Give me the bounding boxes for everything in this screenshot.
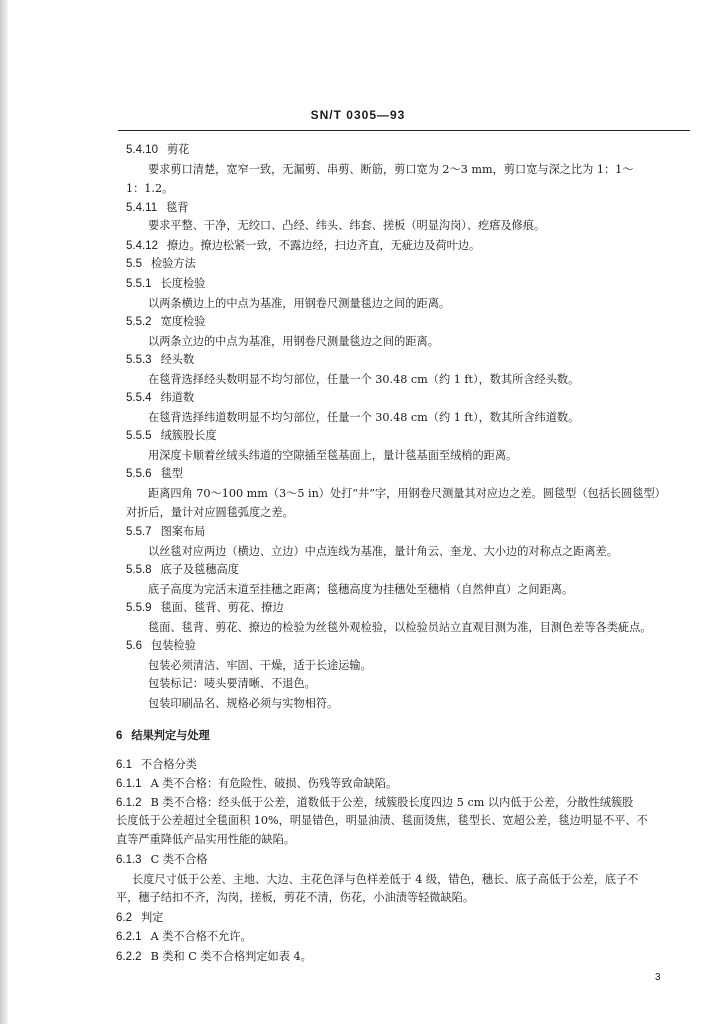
clause-number: 6.1.3 xyxy=(116,854,142,866)
clause-number: 5.5.6 xyxy=(126,468,152,480)
line-text: 要求平整、干净，无绞口、凸经、纬头、纬套、搓板（明显沟岗）、疙瘩及修痕。 xyxy=(148,219,546,232)
clause-title: 包装检验 xyxy=(151,639,196,652)
line-text: 包装标记：唛头要清晰、不退色。 xyxy=(148,677,316,690)
clause-number: 5.5.7 xyxy=(126,526,152,538)
clause-title: 毯背 xyxy=(166,201,189,214)
clause-title: 结果判定与处理 xyxy=(131,728,210,742)
text-line xyxy=(148,218,545,234)
doc-code-header: SN/T 0305—93 xyxy=(310,108,406,122)
line-text: 在毯背选择经头数明显不均匀部位，任量一个 30.48 cm（约 1 ft），数其所含经头数。 xyxy=(148,373,580,386)
clause-heading xyxy=(116,910,163,926)
text-line xyxy=(126,181,173,197)
clause-title: 宽度检验 xyxy=(160,315,206,328)
line-text: 以两条横边上的中点为基准，用钢卷尺测量毯边之间的距离。 xyxy=(148,297,451,310)
clause-number: 5.5.1 xyxy=(126,278,152,290)
clause-title: C 类不合格 xyxy=(150,853,208,866)
clause-heading xyxy=(126,390,194,406)
text-line xyxy=(148,334,439,350)
clause-number: 6.1.2 xyxy=(116,797,142,809)
clause-title: A 类不合格不允许。 xyxy=(150,930,252,943)
clause-number: 5.4.11 xyxy=(126,202,158,214)
clause-heading xyxy=(116,795,633,811)
line-text: 以丝毯对应两边（横边、立边）中点连线为基准，量计角云、奎龙、大小边的对称点之距离差。 xyxy=(148,545,618,558)
text-line xyxy=(148,410,579,426)
clause-heading xyxy=(126,562,239,578)
clause-heading xyxy=(126,238,480,254)
clause-heading xyxy=(126,352,194,368)
page-number: 3 xyxy=(655,972,661,983)
clause-heading xyxy=(116,776,397,792)
text-line xyxy=(116,890,474,906)
clause-number: 5.5.2 xyxy=(126,316,152,328)
clause-title: A 类不合格：有危险性、破损、伤残等致命缺陷。 xyxy=(150,777,398,790)
header-rule xyxy=(118,130,690,131)
clause-title: 撩边。撩边松紧一致，不露边经，扫边齐直，无疵边及荷叶边。 xyxy=(166,239,481,252)
clause-title: 纬道数 xyxy=(160,391,195,404)
line-text: 在毯背选择纬道数明显不均匀部位，任量一个 30.48 cm（约 1 ft），数其所含纬道数。 xyxy=(148,411,580,424)
clause-number: 5.6 xyxy=(126,640,142,652)
line-text: 平，穗子结扣不齐，沟岗，搓板，剪花不清，伤花，小油渍等轻微缺陷。 xyxy=(116,891,475,904)
text-line xyxy=(148,676,316,692)
clause-title: 不合格分类 xyxy=(141,758,197,771)
clause-number: 6.1 xyxy=(116,759,132,771)
text-line xyxy=(148,658,372,674)
clause-title: 判定 xyxy=(141,911,164,924)
line-text: 包装必须清洁、牢固、干燥，适于长途运输。 xyxy=(148,659,372,672)
text-line xyxy=(116,813,648,829)
clause-heading xyxy=(126,142,189,158)
clause-number: 5.5.8 xyxy=(126,564,152,576)
line-text: 长度低于公差超过全毯面积 10%，明显错色，明显油渍、毯面烫焦，毯型长、宽超公差，毯边明显不平、不 xyxy=(116,814,648,827)
text-line xyxy=(148,448,517,464)
clause-title: 经头数 xyxy=(160,353,195,366)
text-line xyxy=(148,372,579,388)
clause-heading xyxy=(116,929,252,945)
clause-number: 5.5.3 xyxy=(126,354,152,366)
line-text: 用深度卡顺着丝绒头纬道的空隙插至毯基面上，量计毯基面至绒梢的距离。 xyxy=(148,449,518,462)
clause-heading xyxy=(116,949,312,965)
text-line xyxy=(148,162,633,178)
clause-title: 绒簇股长度 xyxy=(160,429,217,442)
clause-heading xyxy=(116,852,207,868)
clause-heading xyxy=(126,256,196,272)
text-line xyxy=(148,544,618,560)
scan-edge-shadow xyxy=(0,0,8,1024)
clause-title: B 类不合格：经头低于公差，道数低于公差，绒簇股长度四边 5 cm 以内低于公差，分散性绒簇股 xyxy=(150,796,634,809)
clause-heading xyxy=(126,524,205,540)
clause-heading xyxy=(126,600,284,616)
clause-title: 剪花 xyxy=(166,143,190,156)
text-line xyxy=(148,486,666,502)
clause-number: 6.2.1 xyxy=(116,931,142,943)
text-line xyxy=(132,872,638,888)
text-line xyxy=(116,832,295,848)
clause-title: 长度检验 xyxy=(160,277,206,290)
clause-heading xyxy=(126,276,205,292)
clause-title: 检验方法 xyxy=(151,257,196,270)
clause-title: 图案布局 xyxy=(160,525,206,538)
line-text: 1：1.2。 xyxy=(126,182,174,195)
clause-title: 毯型 xyxy=(160,467,183,480)
line-text: 以两条立边的中点为基准，用钢卷尺测量毯边之间的距离。 xyxy=(148,335,439,348)
clause-number: 6 xyxy=(116,730,123,742)
clause-number: 6.1.1 xyxy=(116,778,142,790)
clause-number: 5.4.12 xyxy=(126,240,158,252)
line-text: 长度尺寸低于公差、主地、大边、主花色泽与色样差低于 4 级，错色，穗长、底子高低于公差，底子不 xyxy=(132,873,639,886)
text-line xyxy=(148,696,338,712)
line-text: 要求剪口清楚，宽窄一致，无漏剪、串剪、断筋，剪口宽为 2～3 mm，剪口宽与深之比为 1：1～ xyxy=(148,163,634,176)
clause-heading xyxy=(126,314,205,330)
line-text: 毯面、毯背、剪花、撩边的检验为丝毯外观检验，以检验员站立直观目测为准，目测色差等各类疵点。 xyxy=(148,621,652,634)
clause-title: 毯面、毯背、剪花、撩边 xyxy=(160,601,284,614)
text-line xyxy=(148,620,651,636)
clause-title: 底子及毯穗高度 xyxy=(160,563,239,576)
clause-heading xyxy=(116,757,197,773)
text-line xyxy=(148,296,450,312)
clause-number: 5.5.9 xyxy=(126,602,152,614)
line-text: 包装印刷品名、规格必须与实物相符。 xyxy=(148,697,339,710)
clause-number: 5.5.5 xyxy=(126,430,152,442)
line-text: 对折后，量计对应圆毯弧度之差。 xyxy=(126,506,294,519)
clause-heading xyxy=(126,428,217,444)
clause-heading xyxy=(126,638,196,654)
text-line xyxy=(126,505,294,521)
clause-number: 5.4.10 xyxy=(126,144,158,156)
text-line xyxy=(148,582,573,598)
clause-heading xyxy=(126,466,183,482)
clause-number: 5.5 xyxy=(126,258,142,270)
clause-number: 5.5.4 xyxy=(126,392,152,404)
clause-number: 6.2 xyxy=(116,912,132,924)
line-text: 直等严重降低产品实用性能的缺陷。 xyxy=(116,833,296,846)
clause-heading xyxy=(116,727,210,744)
line-text: 距离四角 70～100 mm（3～5 in）处打“井”字，用钢卷尺测量其对应边之差。圆毯型（包括长圆毯型） xyxy=(148,487,666,500)
clause-heading xyxy=(126,200,189,216)
clause-number: 6.2.2 xyxy=(116,951,142,963)
clause-title: B 类和 C 类不合格判定如表 4。 xyxy=(150,950,312,963)
line-text: 底子高度为完活末道至挂穗之距离；毯穗高度为挂穗处至穗梢（自然伸直）之间距离。 xyxy=(148,583,574,596)
